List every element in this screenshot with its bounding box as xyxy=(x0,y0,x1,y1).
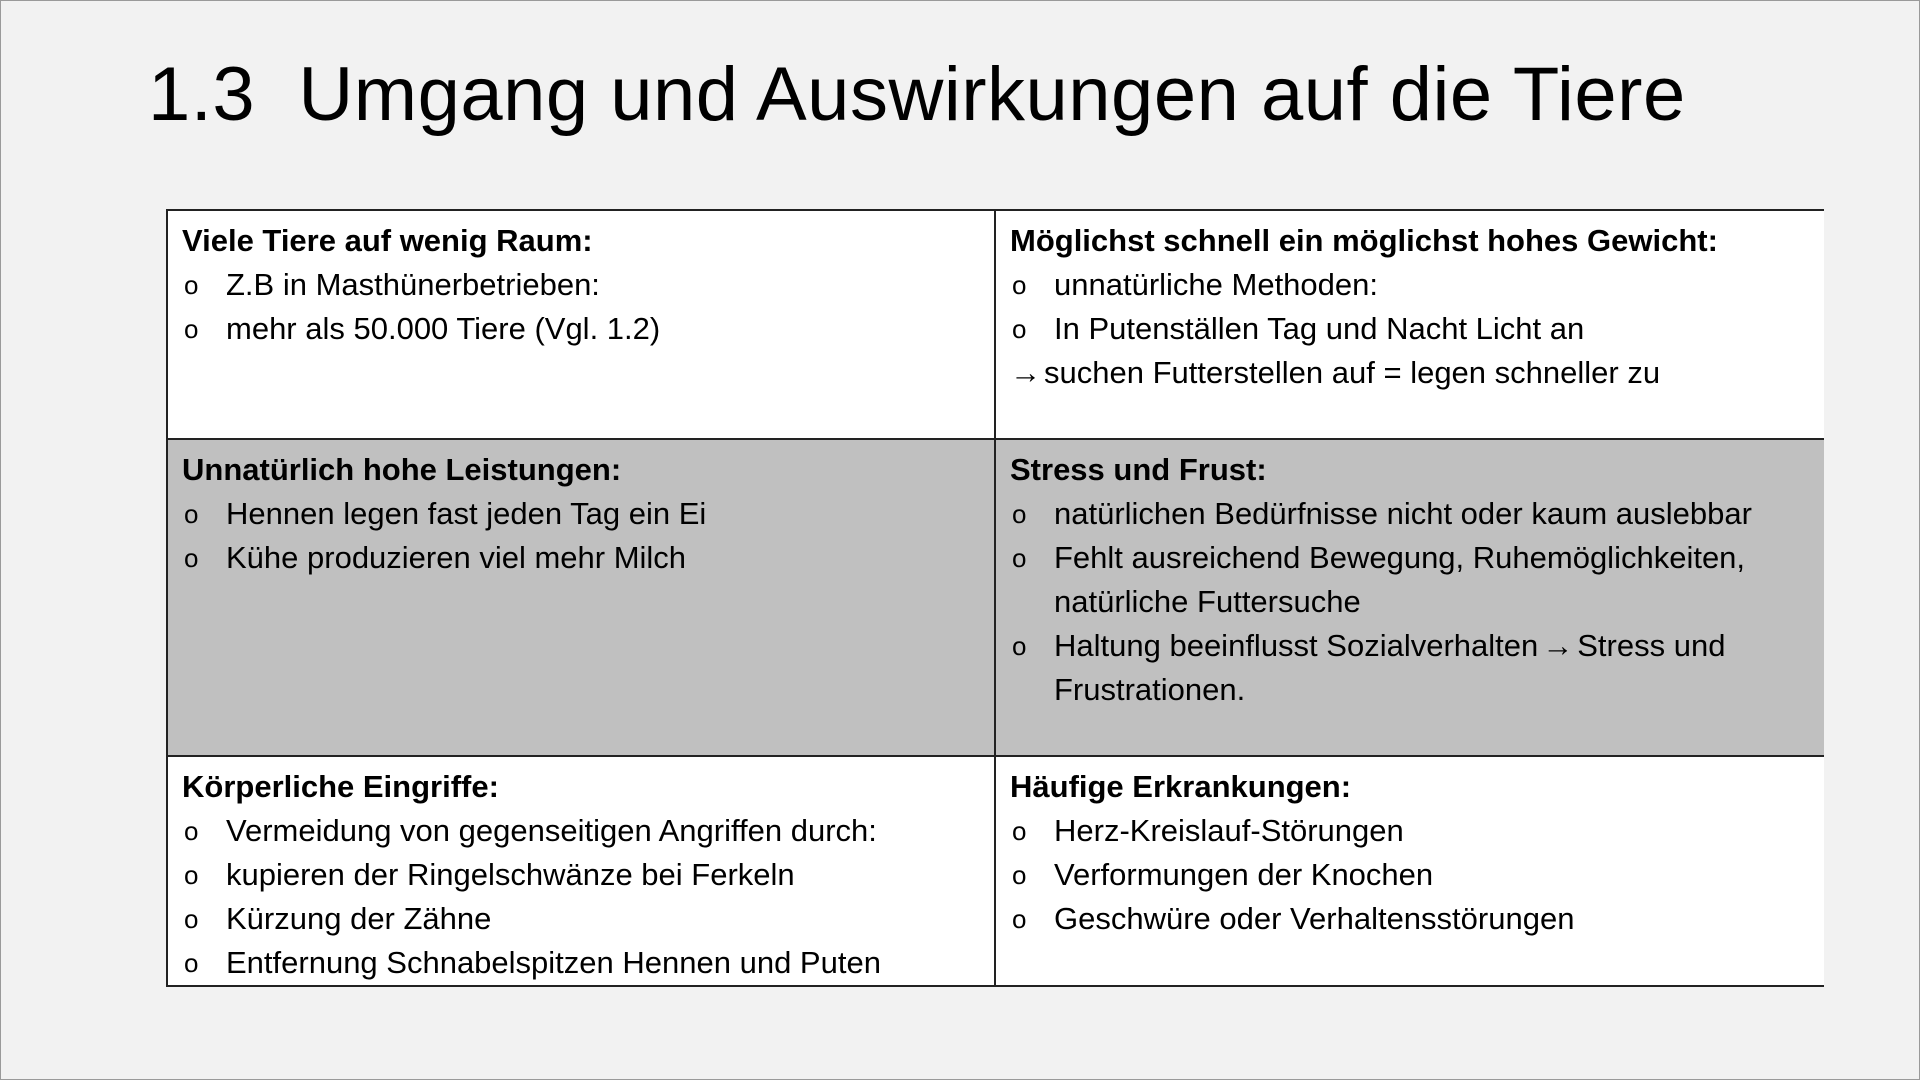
cell-diseases xyxy=(996,757,1824,985)
list-item: o Herz-Kreislauf-Störungen xyxy=(1010,809,1812,853)
list-item: o Geschwüre oder Verhaltensstörungen xyxy=(1010,897,1812,941)
bullet-list xyxy=(1010,263,1812,351)
cell-heading: Unnatürlich hohe Leistungen: xyxy=(182,452,622,487)
arrow-line: →suchen Futterstellen auf = legen schneller zu xyxy=(1010,351,1812,395)
cell-space xyxy=(168,211,996,440)
list-item: o Z.B in Masthünerbetrieben: xyxy=(182,263,982,307)
cell-performance xyxy=(168,440,996,757)
list-item: o In Putenställen Tag und Nacht Licht an xyxy=(1010,307,1812,351)
arrow-right-icon: → xyxy=(1542,628,1574,663)
bullet-list xyxy=(1010,809,1812,941)
list-item: o unnatürliche Methoden: xyxy=(1010,263,1812,307)
list-item: o Kürzung der Zähne xyxy=(182,897,982,941)
bullet-icon: o xyxy=(1012,860,1027,890)
bullet-icon: o xyxy=(1012,499,1027,529)
list-item: o natürlichen Bedürfnisse nicht oder kaum auslebbar xyxy=(1010,492,1812,536)
list-item: o Vermeidung von gegenseitigen Angriffen durch: xyxy=(182,809,982,853)
bullet-icon: o xyxy=(184,860,199,890)
cell-weight xyxy=(996,211,1824,440)
bullet-icon: o xyxy=(184,948,199,978)
content-table xyxy=(166,209,1824,987)
bullet-list xyxy=(182,263,982,351)
list-item: o Fehlt ausreichend Bewegung, Ruhemöglichkeiten, natürliche Futtersuche xyxy=(1010,536,1812,624)
cell-interventions xyxy=(168,757,996,985)
bullet-icon: o xyxy=(1012,314,1027,344)
bullet-icon: o xyxy=(1012,543,1027,573)
cell-heading: Möglichst schnell ein möglichst hohes Gewicht: xyxy=(1010,223,1718,258)
cell-heading: Häufige Erkrankungen: xyxy=(1010,769,1352,804)
slide-title: 1.3 Umgang und Auswirkungen auf die Tiere xyxy=(148,52,1686,137)
list-item: o Hennen legen fast jeden Tag ein Ei xyxy=(182,492,982,536)
bullet-list xyxy=(1010,492,1812,712)
cell-heading: Stress und Frust: xyxy=(1010,452,1267,487)
cell-stress xyxy=(996,440,1824,757)
bullet-list xyxy=(182,809,982,985)
bullet-icon: o xyxy=(1012,816,1027,846)
list-item: o kupieren der Ringelschwänze bei Ferkeln xyxy=(182,853,982,897)
arrow-right-icon: → xyxy=(1010,355,1041,390)
bullet-icon: o xyxy=(184,904,199,934)
list-item: o Haltung beeinflusst Sozialverhalten → Stress und Frustrationen. xyxy=(1010,624,1812,712)
bullet-icon: o xyxy=(184,270,199,300)
bullet-icon: o xyxy=(184,314,199,344)
list-item: o Kühe produzieren viel mehr Milch xyxy=(182,536,982,580)
bullet-icon: o xyxy=(1012,270,1027,300)
list-item: o Entfernung Schnabelspitzen Hennen und Puten xyxy=(182,941,982,985)
bullet-icon: o xyxy=(184,816,199,846)
list-item: o Verformungen der Knochen xyxy=(1010,853,1812,897)
bullet-icon: o xyxy=(1012,904,1027,934)
bullet-icon: o xyxy=(184,543,199,573)
bullet-list xyxy=(182,492,982,580)
cell-heading: Körperliche Eingriffe: xyxy=(182,769,499,804)
bullet-icon: o xyxy=(1012,631,1027,661)
list-item: o mehr als 50.000 Tiere (Vgl. 1.2) xyxy=(182,307,982,351)
bullet-icon: o xyxy=(184,499,199,529)
cell-heading: Viele Tiere auf wenig Raum: xyxy=(182,223,593,258)
